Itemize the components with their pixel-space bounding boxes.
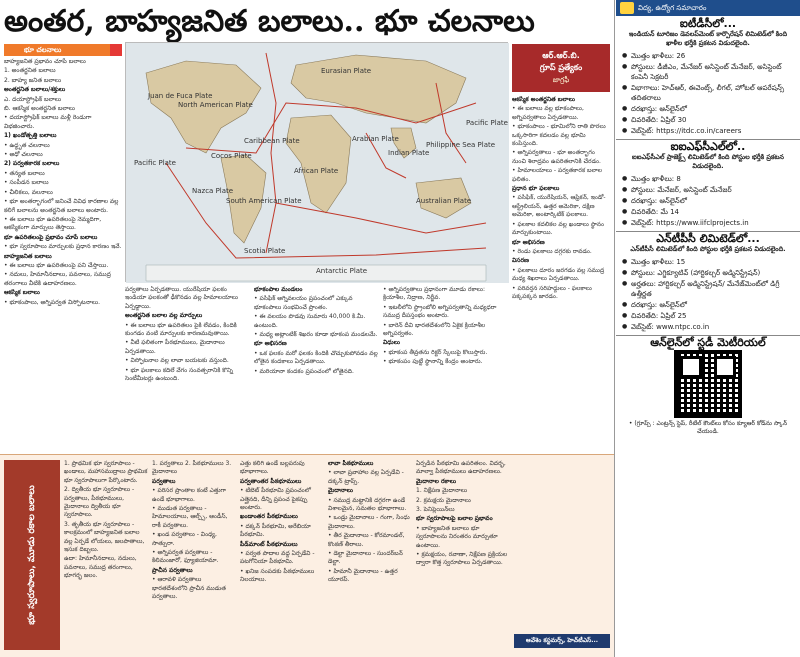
plate-label: Arabian Plate <box>352 135 399 143</box>
job-detail-item: ● దరఖాస్తు: ఆన్‌లైన్‌లో <box>622 104 800 114</box>
paragraph: • బారెన్ దీవి భారతదేశంలోని ఏకైక క్రియాశీల అగ్నిపర్వతం. <box>383 321 486 338</box>
paragraph: • ఈ బలాలు భూ ఉపరితలం పైకి లేవడం, కిందికి కుంగడం వంటి మార్పులకు కారణమవుతాయి. <box>125 321 237 338</box>
subheading: ప్రధాన భూ ఫలకాలు <box>512 185 560 193</box>
job-detail-item: ● మొత్తం ఖాళీలు: 26 <box>622 51 800 61</box>
plate-label: Eurasian Plate <box>321 67 372 75</box>
side-column <box>512 96 610 450</box>
job-details <box>616 257 800 332</box>
job-subtitle: ఇండియన్ టూరిజం డెవలప్‌మెంట్ కార్పొరేషన్ లిమిటెడ్‌లో కింది ఖాళీల భర్తీకి ప్రకటన విడుదలైంది. <box>628 30 788 47</box>
job-detail-item: ● మొత్తం ఖాళీలు: 8 <box>622 174 800 184</box>
subheading: 1) ఖండోత్పత్తి బలాలు <box>4 132 57 140</box>
paragraph: పర్వతాలు ఏర్పడతాయి. యురేషియా ఫలకం ఇండియా ఫలకంతో ఢీకొనడం వల్ల హిమాలయాలు ఏర్పడ్డాయి. <box>125 286 238 310</box>
paragraph: • హిమానీ మైదానాలు - ఉత్తర యూరప్. <box>328 567 398 584</box>
plate-label: Cocos Plate <box>211 152 252 160</box>
plate-label: South American Plate <box>226 197 302 205</box>
paragraph: • భూ ఫలకాలు కదిలే వేగం సంవత్సరానికి కొన్ని సెంటీమీటర్లు ఉంటుంది. <box>125 366 233 383</box>
subheading: ఖండాంతర పీఠభూములు <box>240 513 298 521</box>
rrb-line2: గ్రూప్ ప్రత్యేకం <box>539 63 583 72</box>
paragraph: • లావా ప్రవాహాల వల్ల ఏర్పడేవి - దక్కన్ ట్రాప్స్. <box>328 469 404 485</box>
paragraph: • అగ్నిపర్వతాలు ప్రధానంగా మూడు రకాలు: క్రియాశీల, నిద్రాణ, నిర్జీవ. <box>383 286 486 302</box>
paragraph: • సంపీడన బలాలు <box>4 179 49 187</box>
paragraph: • అగ్నిపర్వతాలు - భూ అంతర్భాగం నుంచి శిలాద్రవం ఉపరితలానికి చేరడం. <box>512 149 601 165</box>
subheading: భూకంపాల మండలం <box>254 286 303 293</box>
subheading: బాహ్యజనిత బలాలు <box>4 252 52 260</box>
plate-label: Indian Plate <box>388 149 430 157</box>
subheading: భూ అభిసరణ <box>254 340 287 348</box>
paragraph: • ముడుత పర్వతాలు - హిమాలయాలు, ఆల్ప్స్, ఆండీస్, రాకీ పర్వతాలు. <box>152 505 228 529</box>
paragraph: • భూకంపాలు - భూమిలోని రాతి పొరలు ఒక్కసారిగా కదలడం వల్ల భూమి కంపిస్తుంది. <box>512 123 606 148</box>
paragraph: 2. ద్వితీయ భూ స్వరూపాలు - పర్వతాలు, పీఠభూములు, మైదానాలు ద్వితీయ భూ స్వరూపాలు. <box>64 486 135 519</box>
paragraph: • అధో చలనాలు <box>4 151 43 159</box>
paragraph: 1. అంతర్జనిత బలాలు <box>4 67 56 75</box>
paragraph: • మరియానా కందకం ప్రపంచంలో లోతైనది. <box>254 367 354 375</box>
plate-label: Pacific Plate <box>134 159 176 167</box>
lower-column <box>152 460 236 652</box>
paragraph: • భూకంపం పుట్టే స్థానాన్ని కేంద్రం అంటారు. <box>383 358 483 366</box>
paragraph: • పసిఫిక్ అగ్నివలయం ప్రపంచంలో ఎక్కువ భూకంపాలు సంభవించే ప్రాంతం. <box>254 295 353 311</box>
rrb-badge <box>512 44 610 92</box>
paragraph: • ఉద్ధృత చలనాలు <box>4 141 50 149</box>
subheading: భూ అభిసరణ <box>512 238 545 246</box>
paragraph: • రెండు ఫలకాలు దగ్గరకు రావడం. <box>512 247 592 255</box>
paragraph: 3. పెనిప్లెయిన్‌లు <box>416 506 455 514</box>
job-detail-item: ● మొత్తం ఖాళీలు: 15 <box>622 257 800 267</box>
under-map-column <box>383 286 508 450</box>
paragraph: • ఇటలీలోని స్ట్రాంబోలి అగ్నిపర్వతాన్ని మధ్యధరా సముద్ర దీపస్తంభం అంటారు. <box>383 303 497 320</box>
paragraph: • దయాస్ట్రోఫిక్ బలాలు మళ్లీ రెండుగా విభజించారు. <box>4 114 92 130</box>
study-material-title: ఆన్‌లైన్‌లో స్టడీ మెటీరియల్ <box>616 335 800 348</box>
paragraph: • ఫలకాలు దూరం జరగడం వల్ల సముద్ర మధ్య శిఖరాలు ఏర్పడతాయి. <box>512 266 605 283</box>
job-details <box>616 51 800 136</box>
right-sidebar <box>616 0 800 657</box>
subheading: ఆకస్మిక అంతర్జనిత బలాలు <box>512 96 575 103</box>
paragraph: • పరివర్తన సరిహద్దులు - ఫలకాలు పక్కపక్కన జారడం. <box>512 284 592 300</box>
job-detail-item[interactable]: ● వెబ్‌సైట్: https://www.iifclprojects.in <box>622 218 800 228</box>
subheading: ప్రాచీన పర్వతాలు <box>152 566 193 574</box>
job-detail-item[interactable]: ● వెబ్‌సైట్: https://itdc.co.in/careers <box>622 126 800 136</box>
paragraph: బాహ్యజనిత ప్రభావం చూపే బలాలు <box>4 58 86 65</box>
plate-label: Caribbean Plate <box>244 137 300 145</box>
lower-section-tab: భూ స్వరూపాలు, మూడు రకాల బలాలు <box>4 460 60 650</box>
plate-label: Juan de Fuca Plate <box>148 92 213 100</box>
lower-column <box>240 460 324 652</box>
paragraph: 1. నిక్షేపణ మైదానాలు <box>416 487 468 495</box>
job-detail-item: ● చివరితేది: ఏప్రిల్ 25 <box>622 311 800 321</box>
plate-label: Scotia Plate <box>244 247 286 255</box>
paragraph: • తీర మైదానాలు - కోరమాండల్, కొంకణ్ తీరాలు. <box>328 532 405 548</box>
paragraph: • భూ స్వరూపాలు మార్పులకు ప్రధాన కారణం ఇవే. <box>4 243 122 251</box>
paragraph: 2. బాహ్య జనిత బలాలు <box>4 76 62 84</box>
rrb-line1: ఆర్.ఆర్.బి. <box>542 51 580 60</box>
paragraph: • పరిసర ప్రాంతాల కంటే ఎత్తుగా ఉండే భూభాగాలు. <box>152 487 227 503</box>
plate-label: Pacific Plate <box>466 119 508 127</box>
plate-label: Australian Plate <box>416 197 472 205</box>
paragraph: • డెల్టా మైదానాలు - సుందర్‌బన్ డెల్టా. <box>328 550 403 566</box>
paragraph: • ఈ బలాలు భూ ఉపరితలంపై పని చేస్తాయి. <box>4 261 109 269</box>
subheading: పర్వతాలు <box>152 477 176 485</box>
job-detail-item: ● విభాగాలు: హెచ్‌ఆర్, ఈవెంట్స్, లీగల్, హోటల్ ఆపరేషన్స్ తదితరాలు <box>622 83 800 103</box>
under-map-column <box>125 286 250 450</box>
job-subtitle: ఐఐఎఫ్‌సీఎల్ ప్రాజెక్ట్స్ లిమిటెడ్‌లో కింది పోస్టుల భర్తీకి ప్రకటన విడుదలైంది. <box>632 153 784 170</box>
paragraph: 2. క్రమక్షయ మైదానాలు <box>416 496 471 504</box>
paragraph: • దక్కన్ పీఠభూమి, అరేబియా పీఠభూమి. <box>240 522 311 539</box>
rrb-line3: జాగ్రఫీ <box>552 76 570 84</box>
plate-label: African Plate <box>294 167 339 175</box>
paragraph: • పర్వత పాదాల వద్ద ఏర్పడేవి - పటగోనియా పీఠభూమి. <box>240 550 315 566</box>
lower-column <box>416 460 512 630</box>
paragraph: • టిబెట్ పీఠభూమి ప్రపంచంలో ఎత్తైనది, దీన్ని ప్రపంచ పైకప్పు అంటారు. <box>240 487 311 512</box>
job-detail-item: ● అర్హతలు: హార్టికల్చర్ అడ్మినిస్ట్రేషన్/ మేనేజ్‌మెంట్‌లో డిగ్రీ ఉత్తీర్ణత <box>622 279 800 299</box>
job-detail-item: ● చివరితేది: మే 14 <box>622 207 800 217</box>
job-detail-item: ● పోస్టులు: డీజీఎం, మేనేజర్ అసిస్టెంట్ మేనేజర్, అసిస్టెంట్ కంపెనీ సెక్రటరీ <box>622 62 800 82</box>
book-icon <box>620 2 634 14</box>
subheading: అంతర్జనిత బలాల వల్ల మార్పులు <box>125 312 203 320</box>
lower-column <box>328 460 412 652</box>
paragraph: 3. తృతీయ భూ స్వరూపాలు - కాలక్రమంలో బాహ్యజనిత బలాల వల్ల ఏర్పడే లోయలు, జలపాతాలు, ఇసుక దిబ్బలు. <box>64 520 145 554</box>
column-divider <box>614 0 615 657</box>
paragraph: • విస్ఫోటనాల వల్ల లావా బయటకు వస్తుంది. <box>125 357 229 365</box>
paragraph: 1. ప్రాథమిక భూ స్వరూపాలు - ఖండాలు, మహాసముద్రాలు ప్రాథమిక భూ స్వరూపాలుగా పేర్కొంటారు. <box>64 460 148 484</box>
subheading: లావా పీఠభూములు <box>328 460 374 467</box>
paragraph: ఉదా: హిమానీనదాలు, నదులు, పవనాలు, సముద్ర తరంగాలు, భూగర్భ జలం. <box>64 555 137 580</box>
job-subtitle: ఎన్‌టీపీసీ లిమిటెడ్‌లో కింది పోస్టుల భర్తీకి ప్రకటన విడుదలైంది. <box>630 245 786 253</box>
job-detail-item: ● పోస్టులు: మేనేజర్, అసిస్టెంట్ మేనేజర్ <box>622 185 800 195</box>
qr-code-icon[interactable] <box>674 350 742 418</box>
job-detail-item[interactable]: ● వెబ్‌సైట్: www.ntpc.co.in <box>622 322 800 332</box>
paragraph: • ఖనిజ సంపదకు పీఠభూములు నిలయాలు. <box>240 567 315 584</box>
job-title: ఐఐఎఫ్‌సీఎల్‌లో.. <box>616 139 800 152</box>
plate-map-svg <box>126 43 509 283</box>
left-column <box>4 58 122 450</box>
job-details <box>616 174 800 228</box>
qr-note: • (గ్రూప్స్ : ఎంట్రన్స్ స్టెప్, రీటేల్ కౌంట్‌లు కోసం క్యూఆర్ కోడ్‌ను స్కాన్ చేయండి. <box>628 420 788 435</box>
paragraph: • బాహ్యజనిత బలాలు భూ స్వరూపాలను నిరంతరం మార్చుతూ ఉంటాయి. <box>416 524 498 549</box>
paragraph: బి. ఆకస్మిక అంతర్జనిత బలాలు <box>4 105 75 113</box>
paragraph: • క్రమక్షయం, రవాణా, నిక్షేపణ ప్రక్రియల ద్వారా కొత్త స్వరూపాలు ఏర్పడతాయి. <box>416 551 508 567</box>
paragraph: • ఈ బలాలు భూ ఉపరితలంపై నెమ్మదిగా, ఆకస్మికంగా మార్పులు తెస్తాయి. <box>4 215 102 232</box>
subheading: పీడ్‌మాంట్ పీఠభూములు <box>240 540 298 548</box>
subheading: భూ ఉపరితలంపై ప్రభావం చూపే బలాలు <box>4 233 98 241</box>
plate-map <box>125 42 508 282</box>
subheading: మైదానాల రకాలు <box>416 477 457 485</box>
paragraph: • పసిఫిక్, యురేషియన్, ఆఫ్రికన్, ఇండో-ఆస్ట్రేలియన్, ఉత్తర అమెరికా, దక్షిణ అమెరికా, అంటార్కిటిక్ ఫలకాలు. <box>512 194 606 219</box>
job-title: ఐటీడీసీలో... <box>679 17 737 30</box>
job-title: ఎన్‌టీపీసీ లిమిటెడ్‌లో... <box>616 231 800 244</box>
headline: అంతర, బాహ్యజనిత బలాలు.. భూ చలనాలు <box>4 4 535 39</box>
section-marker-icon <box>110 44 122 56</box>
paragraph: 1. పర్వతాలు 2. పీఠభూములు 3. మైదానాలు <box>152 460 232 476</box>
paragraph: • ఖండ పర్వతాలు - వింధ్య, సాత్పురా. <box>152 531 217 547</box>
paragraph: • మధ్య అట్లాంటిక్ శిఖరం కూడా భూకంప మండలమే. <box>254 331 378 339</box>
paragraph: • ఈ బలాలు వల్ల భూకంపాలు, అగ్నిపర్వతాలు ఏర్పడతాయి. <box>512 105 584 121</box>
paragraph: • భూ అంతర్భాగంలో జనించే వివిధ కారణాల వల్ల కలిగే బలాలను అంతర్జనిత బలాలు అంటారు. <box>4 198 119 214</box>
plate-label: Philippine Sea Plate <box>426 141 496 149</box>
paragraph: • ఒండ్రు మైదానాలు - గంగా, సింధు మైదానాలు. <box>328 514 410 530</box>
paragraph: • నదులు, హిమానీనదాలు, పవనాలు, సముద్ర తరంగాలు వీటికి ఉదాహరణలు. <box>4 271 111 287</box>
plate-label: North American Plate <box>178 101 253 109</box>
paragraph: • ఫలకాల కదలికల వల్ల ఖండాలు స్థానం మార్చుకుంటాయి. <box>512 220 604 237</box>
subheading: భూ స్వరూపాలపై బలాల ప్రభావం <box>416 515 493 523</box>
paragraph: • వీటి ఫలితంగా పీఠభూములు, మైదానాలు ఏర్పడతాయి. <box>125 339 225 355</box>
paragraph: • సముద్ర మట్టానికి దగ్గరగా ఉండే విశాలమైన, సమతల భూభాగాలు. <box>328 496 407 513</box>
subheading: పర్వతాంతర పీఠభూములు <box>240 477 302 485</box>
paragraph: ఎ. దయాస్ట్రోఫిక్ బలాలు <box>4 95 62 103</box>
section-label: భూ చలనాలు <box>4 44 122 56</box>
paragraph: ఏర్పడిన పీఠభూమి ఉపరితలం. విదర్భ, మాల్వా పీఠభూములు ఉదాహరణలు. <box>416 460 506 476</box>
plate-label: Nazca Plate <box>192 187 234 195</box>
footer-credit: ఆవేశెం కస్టమర్స్, హెచ్‌టీఎస్... <box>514 634 610 648</box>
job-listings <box>616 19 800 332</box>
job-detail-item: ● దరఖాస్తు: ఆన్‌లైన్‌లో <box>622 300 800 310</box>
subheading: అంతర్జనిత బలాలు/శక్తులు <box>4 86 66 94</box>
subheading: ఆకస్మిక బలాలు <box>4 289 40 297</box>
plate-label: Antarctic Plate <box>316 267 368 275</box>
job-detail-item: ● పోస్టులు: ఎగ్జిక్యూటివ్ (హార్టికల్చర్ అడ్మినిస్ట్రేషన్) <box>622 268 800 278</box>
job-detail-item: ● చివరితేది: ఏప్రిల్ 30 <box>622 115 800 125</box>
paragraph: • తన్యత బలాలు <box>4 169 45 177</box>
paragraph: ఎత్తు కలిగి ఉండే బల్లపరుపు భూభాగాలు. <box>240 460 305 476</box>
subheading: 2) పర్వతకారక బలాలు <box>4 160 60 168</box>
paragraph: • ఆరావళి పర్వతాలు భారతదేశంలోని ప్రాచీన ముడుత పర్వతాలు. <box>152 576 226 601</box>
paragraph: • హిమాలయాలు - పర్వతకారక బలాల ఫలితం. <box>512 167 603 183</box>
paragraph: • భూకంపాలు, అగ్నిపర్వత విస్ఫోటనాలు. <box>4 298 100 306</box>
paragraph: • ఒక ఫలకం మరో ఫలకం కిందికి చొచ్చుకుపోవడం వల్ల లోతైన కందకాలు ఏర్పడతాయి. <box>254 349 378 366</box>
lower-column <box>64 460 148 652</box>
paragraph: • చీలికలు, వలనాలు <box>4 188 53 196</box>
paragraph: • అగ్నిపర్వత పర్వతాలు - కిలిమంజారో, ఫ్యూజియామా. <box>152 549 219 565</box>
paragraph: • భూకంప తీవ్రతను రిక్టర్ స్కేలుపై కొలుస్తారు. <box>383 348 488 356</box>
under-map-column <box>254 286 379 450</box>
job-detail-item: ● దరఖాస్తు: ఆన్‌లైన్‌లో <box>622 196 800 206</box>
subheading: విసరణ <box>512 257 529 265</box>
subheading: మైదానాలు <box>328 487 353 495</box>
subheading: విధులు <box>383 339 400 347</box>
sidebar-banner: విద్య, ఉద్యోగ సమాచారం <box>616 0 800 16</box>
paragraph: • ఈ వలయం పొడవు సుమారు 40,000 కి.మీ. ఉంటుంది. <box>254 313 366 329</box>
